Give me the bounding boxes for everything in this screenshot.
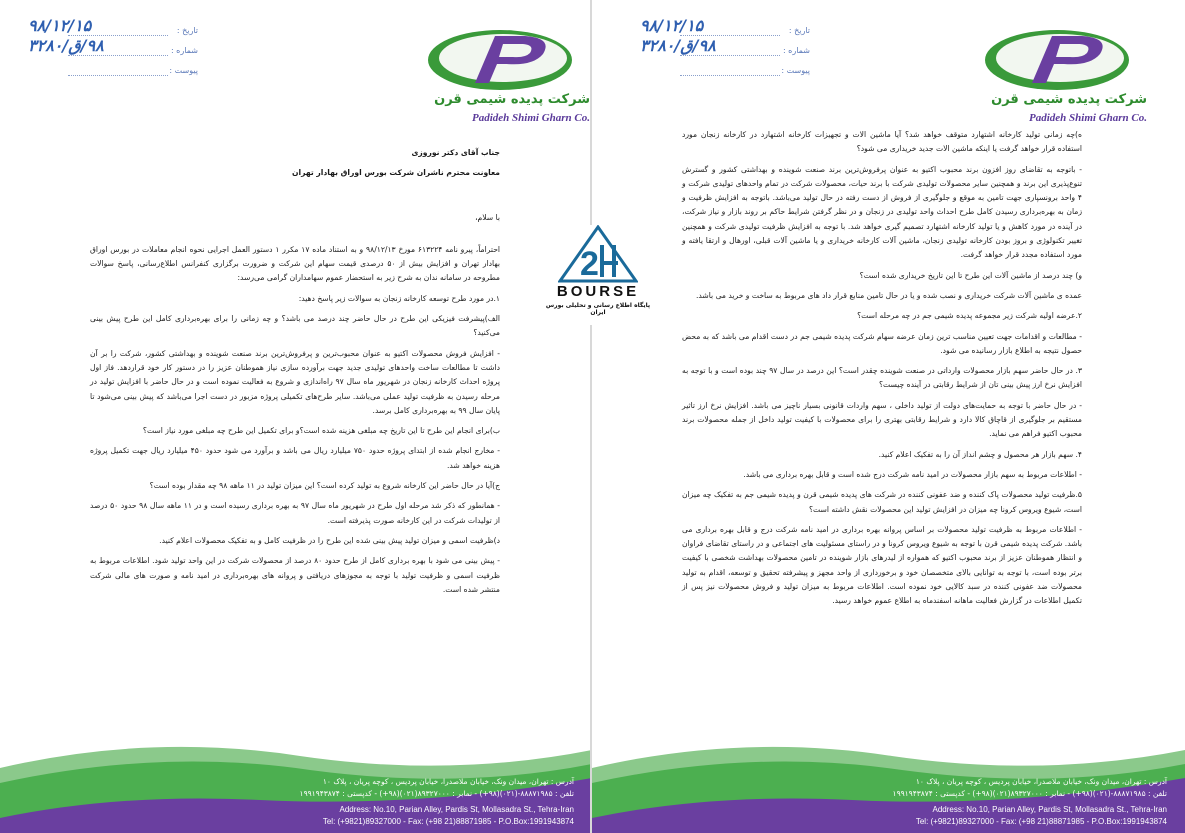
answer-2: - مطالعات و اقدامات جهت تعیین مناسب ترین زمان عرضه سهام شرکت پدیده شیمی جم در دست اقدام می باشد که به محض حصول نتیجه به اطلاع بازار رسانیده می شود. [682, 331, 1082, 355]
letter-body-1 [90, 146, 500, 603]
number-handwritten-2: ۹۸/ق/۳۲۸۰ [640, 36, 716, 55]
question-1e: ه)چه زمانی تولید کارخانه اشتهارد متوقف خواهد شد؟ آیا ماشین الات و تجهیزات کارخانه اشتهارد در کارخانه زنجان مورد استفاده قرار خواهد گرفت یا اینکه ماشین الات جدید خریداری می شود؟ [682, 130, 1082, 154]
date-label: تاریخ : [176, 26, 198, 35]
question-1a: الف)پیشرفت فیزیکی این طرح در حال حاضر چند درصد می باشد؟ و چه زمانی را برای بهره‌برداری کامل این طرح پیش بینی می‌کنید؟ [90, 314, 500, 338]
company-logo-2 [962, 28, 1147, 128]
question-4: ۴. سهم بازار هر محصول و چشم انداز آن را به تفکیک اعلام کنید. [878, 449, 1082, 459]
footer-phones-en-2: Tel: (+9821)89327000 - Fax: (+98 21)88871985 - P.O.Box:1991943874 [915, 817, 1167, 826]
bourse-word: BOURSE [556, 283, 640, 300]
question-3: ۳. در حال حاضر سهم بازار محصولات وارداتی در صنعت شوینده چقدر است؟ این درصد در سال ۹۷ چند بوده است و با توجه به افزایش نرخ ارز پیش بینی تان از شرایط رقابتی در آینده چیست؟ [682, 366, 1082, 390]
bourse-logo-icon [558, 225, 638, 283]
answer-1b: - مخارج انجام شده از ابتدای پروژه حدود ۷۵۰ میلیارد ریال می باشد و برآورد می شود حدود ۴۵۰ میلیارد ریال جهت تکمیل پروژه هزینه خواهد شد. [90, 446, 501, 470]
number-label: شماره : [170, 46, 198, 55]
footer-phones-en: Tel: (+9821)89327000 - Fax: (+98 21)88871985 - P.O.Box:1991943874 [322, 817, 574, 826]
company-name-en-2: Padideh Shimi Gharn Co. [1029, 112, 1147, 124]
company-name-en: Padideh Shimi Gharn Co. [472, 112, 590, 124]
number-row [28, 36, 198, 60]
answer-3: - در حال حاضر با توجه به حمایت‌های دولت از تولید داخلی ، سهم واردات قانونی بسیار ناچیز می باشد. افزایش نرخ ارز تاثیر مستقیم بر جلوگیری از قاچاق کالا دارد و شرایط رقابتی بهتری را برای محصولات با کیفیت تولید داخل از جمله محصولات برند محبوب اکتیو فراهم می نماید. [682, 400, 1082, 439]
logo-mark-icon [425, 28, 575, 93]
footer-address-en-2: Address: No.10, Parian Alley, Pardis St, Mollasadra St., Tehra-Iran [932, 805, 1167, 814]
letter-meta [28, 16, 198, 80]
bourse-watermark [540, 225, 656, 325]
answer-1a: - افزایش فروش محصولات اکتیو به عنوان محبوب‌ترین و پرفروش‌ترین برند صنعت شوینده و بهداشتی کشور، شرکت را بر آن داشت تا مطالعات ساخت واحدهای تولیدی جدید جهت برآورده سازی نیاز هموطنان عزیز را در دستور کار خود قراردهد. فاز اول پروژه احداث کارخانه زنجان در شهریور ماه سال ۹۷ راه‌اندازی و شروع به فعالیت نموده است و در حال حاضر با افزایش تولید در مرحله رسیدن به ظرفیت تولید عملی می‌باشد. سایر طرح‌های تکمیلی پروژه مزبور در دست اجرا می‌باشد که پیش بینی می‌شود تا پایان سال ۹۹ به بهره‌برداری کامل برسد. [90, 348, 500, 415]
question-1: ۱.در مورد طرح توسعه کارخانه زنجان به سوالات زیر پاسخ دهید: [298, 293, 500, 303]
recipient-name: جناب آقای دکتر نوروزی [411, 148, 500, 157]
letter-meta-2 [640, 16, 810, 80]
question-5: ۵.ظرفیت تولید محصولات پاک کننده و ضد عفونی کننده در شرکت های پدیده شیمی قرن و پدیده شیمی جم به تفکیک چه میزان است، شیوع ویروس کرونا چه میزان در افزایش تولید این محصولات نقش داشته است؟ [682, 490, 1082, 514]
letter-footer-1 [0, 738, 592, 833]
question-1c: ج)آیا در حال حاضر این کارخانه شروع به تولید کرده است؟ این میزان تولید در ۱۱ ماهه ۹۸ چه مقدار بوده است؟ [149, 481, 500, 491]
answer-1e: - باتوجه به تقاضای روز افزون برند محبوب اکتیو به عنوان پرفروش‌ترین برند صنعت شوینده و بهداشتی کشور و گسترش تنوع‌پذیری این برند و همچنین سایر محصولات تولیدی شرکت با برند حیات، محصولات شرکت در تمام واحدهای تولیدی شرکت و ۴ واحد برونسپاری جهت تامین به موقع و جلوگیری از فروش از دست رفته در حال تولید می‌باشد. باتوجه به افزایش ظرفیت و زمان به بهره‌برداری رسیدن کامل طرح احداث واحد تولیدی در زنجان و در نظر گرفتن شرایط حاکم بر روند بازار و نیاز شرکت، در آینده در مورد کاهش و یا تولید کارخانه اشتهارد تصمیم گیری خواهد شد. با توجه به افزایش ظرفیت تولیدی شرکت و همچنین تغییر تکنولوژی و بروز بودن کارخانه تولیدی زنجان، ماشین آلات کارخانه خریداری و یا ماشین آلات قبلی، اورهال و ارتقا یافته و مورد استفاده مجدد قرار خواهد گرفت. [682, 164, 1082, 260]
answer-5: - اطلاعات مربوط به ظرفیت تولید محصولات بر اساس پروانه بهره برداری در امید نامه شرکت درج و قابل بهره برداری می باشد. شرکت پدیده شیمی قرن با توجه به شیوع ویروس کرونا و در راستای مسئولیت های اجتماعی و در راستای تقاضای فراوان و انتظار هموطنان عزیز از برند محبوب اکتیو که همواره از لیدرهای بازار شوینده در تامین محصولات بهداشت شخصی با کیفیت برتر بوده است، با توجه به توانایی بالای متخصصان خود و برخورداری از واحد مجهز و پیشرفته تحقیق و توسعه، اقدام به تولید محصولات ضد عفونی کننده در سبد کالایی خود نموده است. اطلاعات مربوط به میزان تولید و فروش محصولات نیز پس از تکمیل اطلاعات در گزارش فعالیت ماهانه اسفندماه به اطلاع عموم خواهد رسید. [682, 524, 1082, 606]
attachment-label-2: پیوست : [781, 66, 810, 75]
footer-address-fa: آدرس : تهران، میدان ونک، خیابان ملاصدرا، خیابان پردیس ، کوچه پریان ، پلاک ۱۰ [322, 777, 574, 786]
date-label-2: تاریخ : [788, 26, 810, 35]
svg-text:2: 2 [580, 245, 599, 283]
number-handwritten: ۹۸/ق/۳۲۸۰ [28, 36, 104, 55]
number-row-2 [640, 36, 810, 60]
date-handwritten-2: ۹۸/۱۲/۱۵ [640, 16, 704, 35]
letter-footer-2 [592, 738, 1185, 833]
letter-page-1 [0, 0, 592, 833]
answer-1c: - همانطور که ذکر شد مرحله اول طرح در شهریور ماه سال ۹۷ به بهره برداری رسیده است و در ۱۱ ماهه سال ۹۸ حدود ۵۰ درصد از تولیدات شرکت در این کارخانه صورت پذیرفته است. [90, 501, 500, 525]
answer-1d: - پیش بینی می شود با بهره برداری کامل از طرح حدود ۸۰ درصد از محصولات شرکت در این واحد تولید شود. اطلاعات مربوط به ظرفیت اسمی و ظرفیت تولید با توجه به مجوزهای دریافتی و پروانه های بهره‌برداری در امید نامه و صورت های مالی شرکت منتشر شده است. [90, 556, 500, 594]
company-name-fa: شرکت پدیده شیمی قرن [434, 92, 590, 107]
attachment-label: پیوست : [169, 66, 198, 75]
question-1f: و) چند درصد از ماشین آلات این طرح تا این تاریخ خریداری شده است؟ [859, 270, 1082, 280]
footer-address-fa-2: آدرس : تهران، میدان ونک، خیابان ملاصدرا، خیابان پردیس ، کوچه پریان ، پلاک ۱۰ [915, 777, 1167, 786]
question-2: ۲.عرضه اولیه شرکت زیر مجموعه پدیده شیمی جم در چه مرحله است؟ [857, 311, 1082, 321]
date-handwritten: ۹۸/۱۲/۱۵ [28, 16, 92, 35]
letter-page-2 [592, 0, 1185, 833]
intro-paragraph: احتراماً، پیرو نامه ۶۱۳۲۲۴ مورخ ۹۸/۱۲/۱۳ و به استناد ماده ۱۷ مکرر ۱ دستور العمل اجرایی نحوه انجام معاملات در بورس اوراق بهادار تهران و افزایش بیش از ۵۰ درصدی قیمت سهام این شرکت و ضرورت برگزاری کنفرانس اطلاع‌رسانی، پاسخ سوالات مطروحه در سامانه ندان به شرح زیر به استحضار عموم سهامداران گرامی می‌رسد: [90, 244, 500, 283]
recipient-title: معاونت محترم ناشران شرکت بورس اوراق بهادار تهران [292, 168, 500, 178]
logo-mark-icon [982, 28, 1132, 93]
footer-phones-fa: تلفن : ۸۸۸۷۱۹۸۵-(۰۲۱)(۹۸+) - نمابر : ۸۹۳۲۷۰۰۰(۰۲۱)(۹۸+) - کدپستی : ۱۹۹۱۹۴۳۸۷۴ [299, 789, 574, 798]
greeting: با سلام، [475, 212, 500, 222]
attachment-row-2 [640, 60, 810, 80]
number-label-2: شماره : [782, 46, 810, 55]
letter-body-2 [682, 128, 1082, 615]
answer-1f: عمده ی ماشین آلات شرکت خریداری و نصب شده و یا در حال تامین منابع قرار داد های مربوط به ساخت و خرید می باشد. [695, 290, 1082, 300]
company-logo [405, 28, 590, 128]
attachment-row [28, 60, 198, 80]
footer-address-en: Address: No.10, Parian Alley, Pardis St, Mollasadra St., Tehra-Iran [339, 805, 574, 814]
question-1b: ب)برای انجام این طرح تا این تاریخ چه مبلغی هزینه شده است؟و برای تکمیل این طرح چه مبلغی مورد نیاز است؟ [142, 426, 500, 436]
footer-phones-fa-2: تلفن : ۸۸۸۷۱۹۸۵-(۰۲۱)(۹۸+) - نمابر : ۸۹۳۲۷۰۰۰(۰۲۱)(۹۸+) - کدپستی : ۱۹۹۱۹۴۳۸۷۴ [892, 789, 1167, 798]
page-divider [590, 0, 592, 833]
bourse-tagline: پایگاه اطلاع رسانی و تحلیلی بورس ایران [545, 302, 651, 316]
answer-4: - اطلاعات مربوط به سهم بازار محصولات در امید نامه شرکت درج شده است و قابل بهره برداری می باشد. [743, 469, 1082, 479]
company-name-fa-2: شرکت پدیده شیمی قرن [991, 92, 1147, 107]
question-1d: د)ظرفیت اسمی و میزان تولید پیش بینی شده این طرح را در ظرفیت کامل و به تفکیک محصولات اعلام کنید. [159, 535, 500, 545]
